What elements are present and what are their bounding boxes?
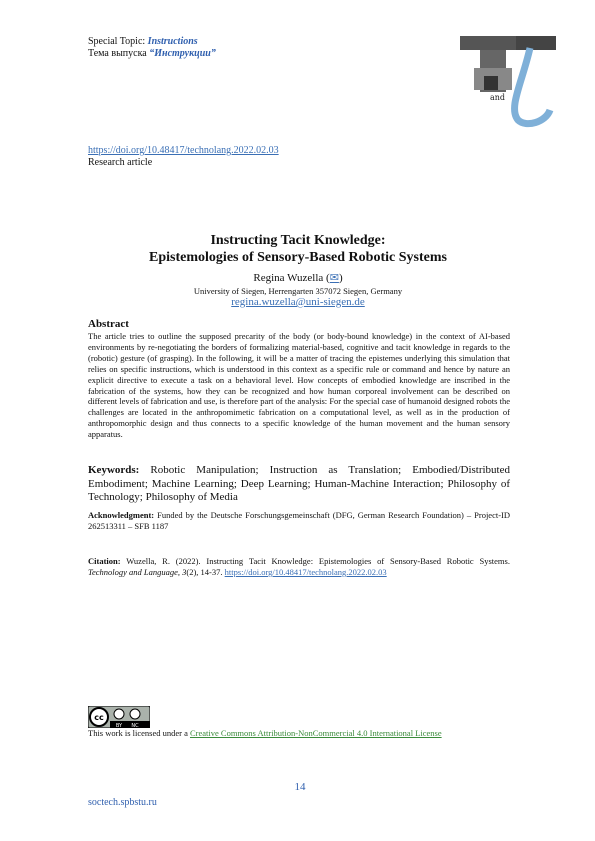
doi-link[interactable]: https://doi.org/10.48417/technolang.2022.02.03 [88, 145, 279, 156]
citation [88, 556, 510, 578]
citation-text: Wuzella, R. (2022). Instructing Tacit Knowledge: Epistemologies of Sensory-Based Robotic Systems. [126, 556, 510, 566]
abstract-heading: Abstract [88, 318, 129, 330]
license-line [88, 728, 442, 738]
special-topic [88, 36, 216, 60]
email-link[interactable]: regina.wuzella@uni-siegen.de [231, 296, 365, 308]
topic-ru-label: Тема выпуска [88, 48, 147, 59]
ack-label: Acknowledgment: [88, 510, 155, 520]
citation-label: Citation: [88, 556, 121, 566]
logo-and-text: and [490, 93, 506, 102]
journal-logo-icon [460, 28, 556, 128]
citation-journal: Technology and Language, 3 [88, 567, 187, 577]
cc-by-nc-icon[interactable] [88, 706, 150, 728]
keywords [88, 464, 510, 505]
license-prefix: This work is licensed under a [88, 728, 188, 738]
author-name: Regina Wuzella ( [253, 272, 330, 284]
topic-en-label: Special Topic: [88, 36, 146, 47]
keywords-label: Keywords: [88, 464, 140, 476]
doi-block [88, 145, 279, 169]
cc-text: cc [94, 713, 104, 722]
article-type: Research article [88, 157, 153, 168]
citation-doi-link[interactable]: https://doi.org/10.48417/technolang.2022.02.03 [224, 567, 387, 577]
ack-text: Funded by the Deutsche Forschungsgemeinschaft (DFG, German Research Foundation) – Project-ID 262513311 – SFB 1187 [88, 510, 511, 531]
page-number: 14 [294, 781, 306, 793]
abstract-text: The article tries to outline the supposed precarity of the body (or body-bound knowledge) in the context of AI-based environments by re-negotiating the borders of formalizing material-based, cognitive and tacit knowledge in regards to the (robotic) gesture (of grasping). In the following, it will be a matter of tracing the epistemes underlying this simulation that relies on specific instructions, which is understood in this context as a specific rule or command and hence by nature an explicit directive to execute a task on a behavioral level. How concepts of embodied knowledge are inscribed in the fabrication of the systems, how they can be recognized and how human corporeal involvement can be described on different levels of fabrication and use, is therefore part of the analysis: For the special case of humanoid designed robots the challenges are located in the anthropomimetic fabrication on a computational level, as well as in the production of anthropomorphic design and thus connects to a specific knowledge of the human movement and the human sensory apparatus. [88, 331, 510, 440]
cc-nc-text: NC [131, 723, 139, 728]
acknowledgment [88, 510, 510, 532]
title-line-2: Epistemologies of Sensory-Based Robotic Systems [149, 250, 447, 265]
article-title [88, 232, 508, 266]
citation-pages: (2), 14-37. [186, 567, 223, 577]
topic-en-value: Instructions [147, 36, 198, 47]
title-line-1: Instructing Tacit Knowledge: [210, 233, 386, 248]
footer-url[interactable]: soctech.spbstu.ru [88, 797, 157, 808]
topic-ru-value: “Инструкции” [149, 48, 216, 59]
cc-by-text: BY [115, 723, 123, 728]
author-close: ) [338, 272, 343, 284]
keywords-text: Robotic Manipulation; Instruction as Translation; Embodied/Distributed Embodiment; Machine Learning; Deep Learning; Human-Machine Interaction; Philosophy of Technology; Philosophy of Media [88, 464, 511, 503]
license-link[interactable]: Creative Commons Attribution-NonCommercial 4.0 International License [189, 728, 442, 738]
author-line [88, 271, 508, 284]
email-wrap [88, 296, 508, 308]
affiliation: University of Siegen, Herrengarten 357072 Siegen, Germany [193, 286, 403, 296]
mail-icon[interactable]: ✉ [329, 272, 339, 284]
